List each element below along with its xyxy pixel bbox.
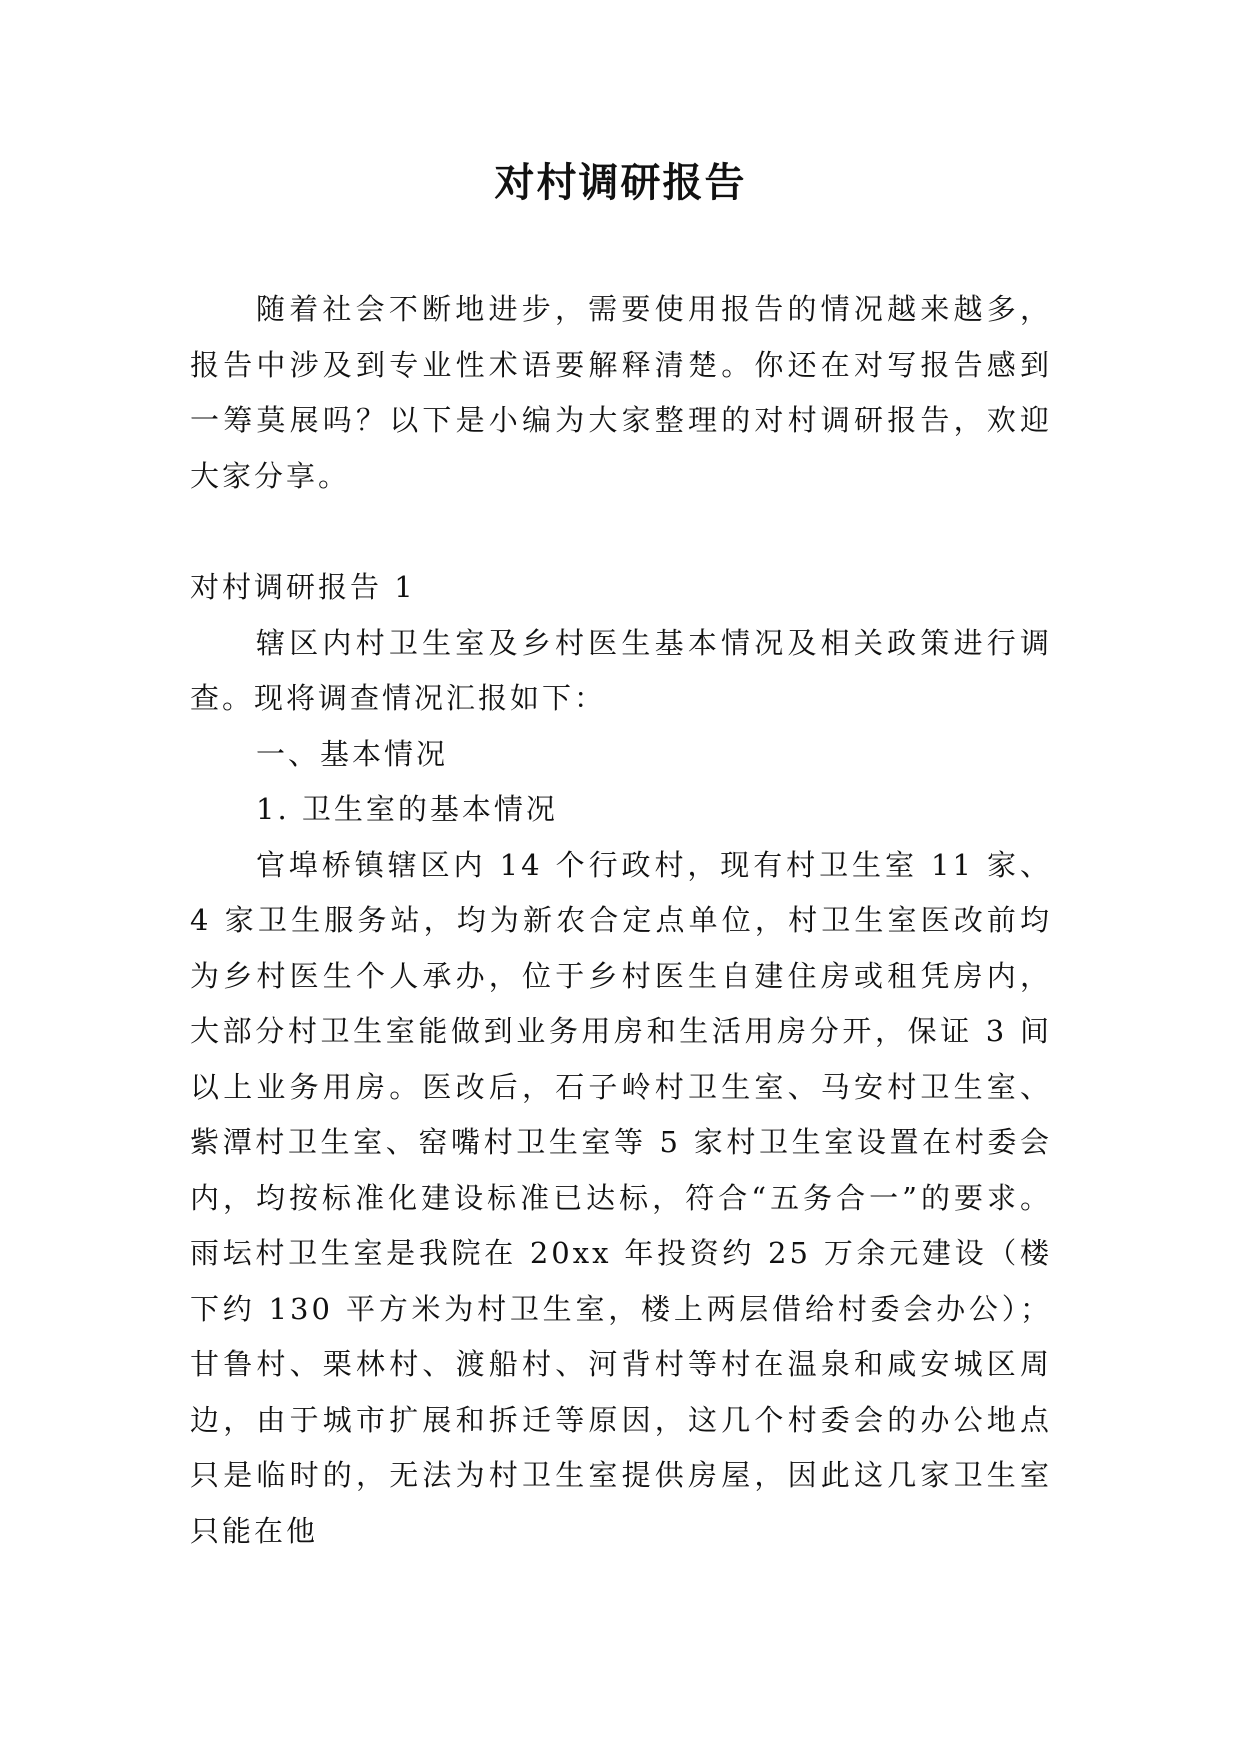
document-title: 对村调研报告 [494,159,747,206]
subheading-basic-situation: 一、基本情况 [256,736,449,771]
intro-paragraph: 随着社会不断地进步，需要使用报告的情况越来越多，报告中涉及到专业性术语要解释清楚。你还在对写报告感到一筹莫展吗？以下是小编为大家整理的对村调研报告，欢迎大家分享。 [190,292,1052,493]
document-body [190,282,1052,1559]
subheading-clinic-situation: 1. 卫生室的基本情况 [256,792,558,826]
section-heading: 对村调研报告 1 [190,570,416,604]
body-paragraph: 辖区内村卫生室及乡村医生基本情况及相关政策进行调查。现将调查情况汇报如下： [190,625,1052,715]
body-paragraph: 官埠桥镇辖区内 14 个行政村，现有村卫生室 11 家、4 家卫生服务站，均为新农合定点单位，村卫生室医改前均为乡村医生个人承办，位于乡村医生自建住房或租凭房内，大部分村卫生室能做到业务用房和生活用房分开，保证 3 间以上业务用房。医改后，石子岭村卫生室、马安村卫生室、紫潭村卫生室、窑嘴村卫生室等 5 家村卫生室设置在村委会内，均按标准化建设标准已达标，符合“五务合一”的要求。雨坛村卫生室是我院在 20xx 年投资约 25 万余元建设（楼下约 130 平方米为村卫生室，楼上两层借给村委会办公）；甘鲁村、栗林村、渡船村、河背村等村在温泉和咸安城区周边，由于城市扩展和拆迁等原因，这几个村委会的办公地点只是临时的，无法为村卫生室提供房屋，因此这几家卫生室只能在他 [190,847,1052,1548]
